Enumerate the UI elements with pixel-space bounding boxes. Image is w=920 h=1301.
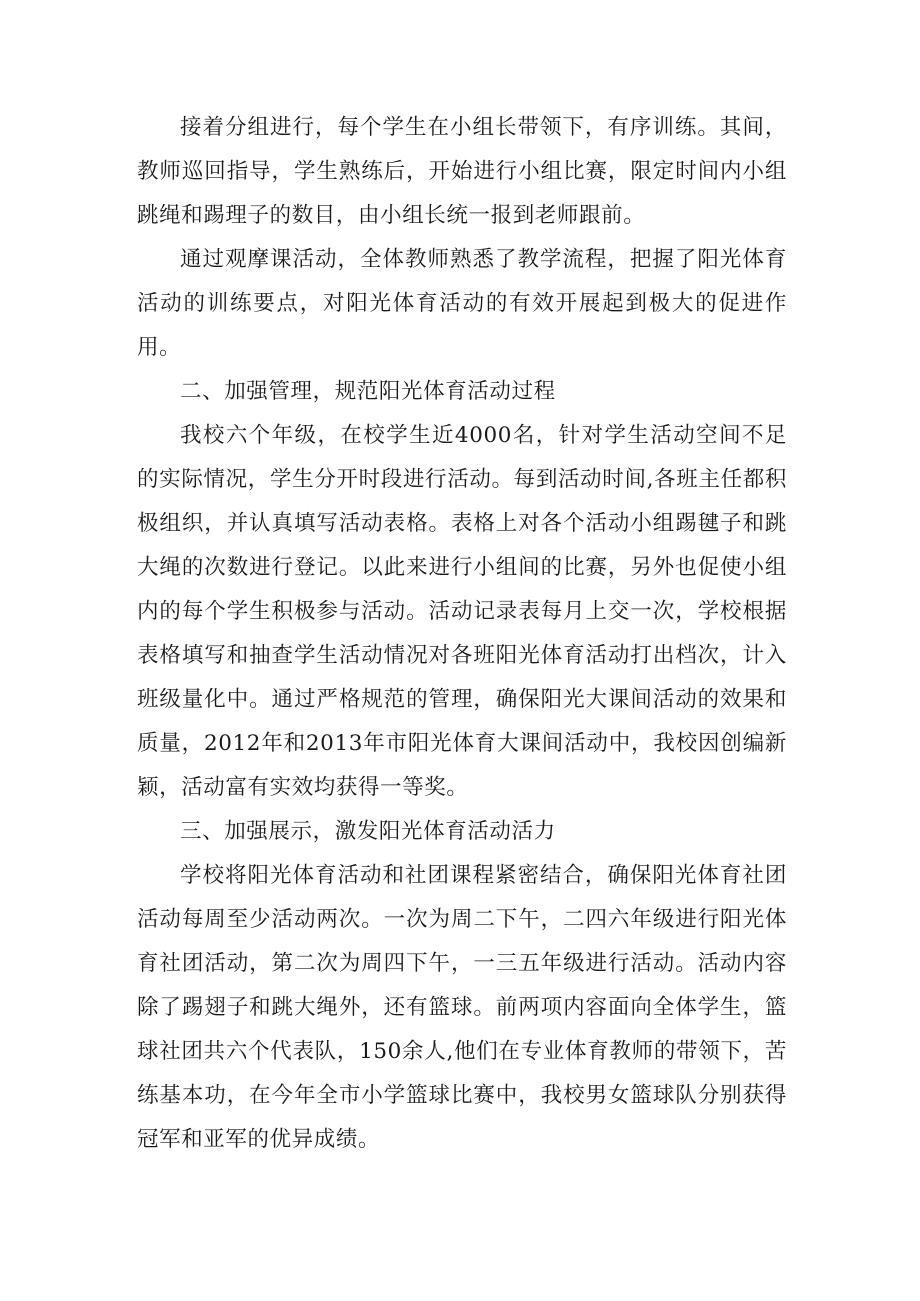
- document-body: [137, 106, 787, 1162]
- section-heading-management: 二、加强管理，规范阳光体育活动过程: [180, 379, 556, 404]
- paragraph-club-activities: 学校将阳光体育活动和社团课程紧密结合，确保阳光体育社团活动每周至少活动两次。一次为周二下午，二四六年级进行阳光体育社团活动，第二次为周四下午，一三五年级进行活动。活动内容除了踢翅子和跳大绳外，还有篮球。前两项内容面向全体学生，篮球社团共六个代表队，150余人,他们在专业体育教师的带领下，苦练基本功，在今年全市小学篮球比赛中，我校男女篮球队分别获得冠军和亚军的优异成绩。: [137, 863, 787, 1152]
- paragraph-management-details: 我校六个年级，在校学生近4000名，针对学生活动空间不足的实际情况，学生分开时段进行活动。每到活动时间,各班主任都积极组织，并认真填写活动表格。表格上对各个活动小组踢毽子和跳大绳的次数进行登记。以此来进行小组间的比赛，另外也促使小组内的每个学生积极参与活动。活动记录表每月上交一次，学校根据表格填写和抽查学生活动情况对各班阳光体育活动打出档次，计入班级量化中。通过严格规范的管理，确保阳光大课间活动的效果和质量，2012年和2013年市阳光体育大课间活动中，我校因创编新颖，活动富有实效均获得一等奖。: [137, 423, 787, 800]
- paragraph-observation-class: 通过观摩课活动，全体教师熟悉了教学流程，把握了阳光体育活动的训练要点，对阳光体育活动的有效开展起到极大的促进作用。: [137, 247, 787, 360]
- paragraph-group-training: 接着分组进行，每个学生在小组长带领下，有序训练。其间，教师巡回指导，学生熟练后，开始进行小组比赛，限定时间内小组跳绳和踢理子的数目，由小组长统一报到老师跟前。: [137, 115, 787, 228]
- section-heading-showcase: 三、加强展示，激发阳光体育活动活力: [180, 819, 556, 844]
